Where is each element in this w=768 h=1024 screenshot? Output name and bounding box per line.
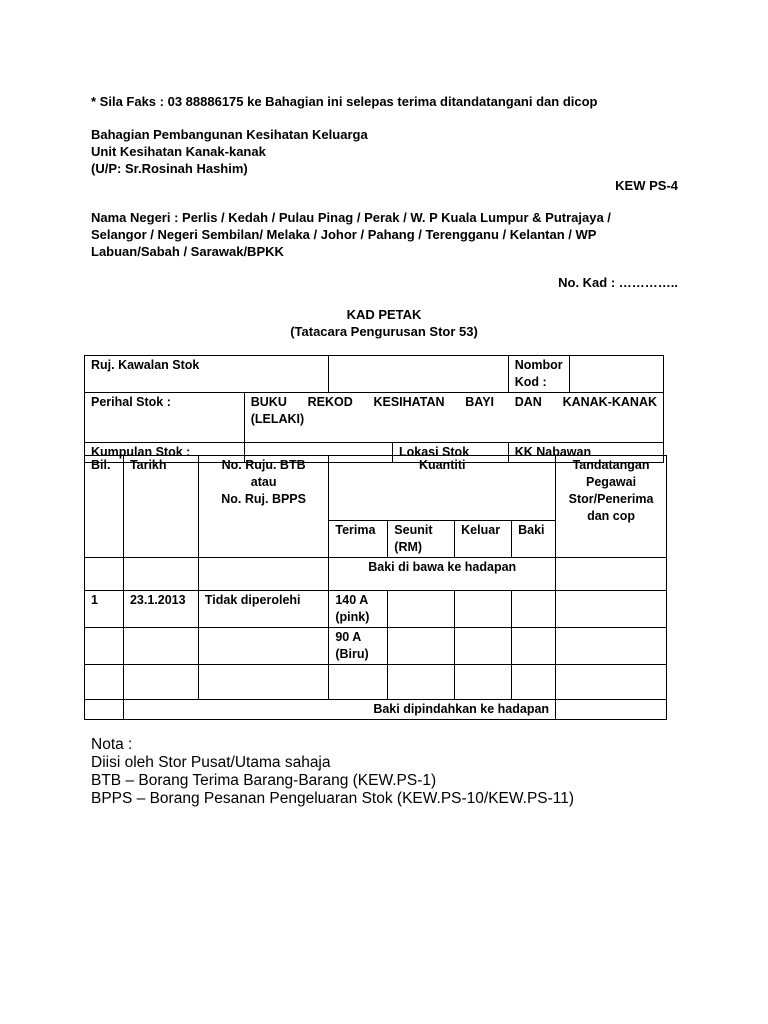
row1-noruj: Tidak diperolehi — [198, 591, 328, 628]
perihal-value — [244, 393, 663, 443]
header-tarikh: Tarikh — [123, 456, 198, 558]
cell-empty — [512, 665, 556, 700]
notes-line-3: BPPS – Borang Pesanan Pengeluaran Stok (KEW.PS-10/KEW.PS-11) — [91, 790, 575, 807]
cell-empty — [198, 558, 328, 591]
perihal-line-2: (LELAKI) — [250, 412, 305, 426]
perihal-line-1: BUKU REKOD KESIHATAN BAYI DAN KANAK-KANAK — [250, 395, 657, 409]
cell-empty — [556, 628, 667, 665]
cell-empty — [123, 665, 198, 700]
cell-empty — [85, 558, 124, 591]
document-subtitle: (Tatacara Pengurusan Stor 53) — [290, 324, 478, 339]
row2-terima: 90 A (Biru) — [329, 628, 388, 665]
cell-empty — [85, 628, 124, 665]
cell-empty — [123, 558, 198, 591]
stock-info-table — [84, 355, 664, 463]
cell-empty — [556, 558, 667, 591]
ruj-kawalan-label: Ruj. Kawalan Stok — [85, 356, 329, 393]
nombor-kod-value — [569, 356, 663, 393]
notes-line-1: Diisi oleh Stor Pusat/Utama sahaja — [91, 754, 331, 771]
state-list-line-3: Labuan/Sabah / Sarawak/BPKK — [91, 244, 284, 259]
cell-empty — [198, 665, 328, 700]
cell-empty — [85, 665, 124, 700]
cell-empty — [512, 591, 556, 628]
cell-empty — [556, 700, 667, 720]
state-list-line-1: Nama Negeri : Perlis / Kedah / Pulau Pinag / Perak / W. P Kuala Lumpur & Putrajaya / — [91, 210, 611, 225]
department-name: Bahagian Pembangunan Kesihatan Keluarga — [91, 127, 368, 142]
baki-dibawa-row: Baki di bawa ke hadapan — [329, 558, 556, 591]
header-terima: Terima — [329, 521, 388, 558]
header-bil: Bil. — [85, 456, 124, 558]
card-number: No. Kad : ………….. — [558, 275, 678, 290]
header-tandatangan: Tandatangan Pegawai Stor/Penerima dan cop — [556, 456, 667, 558]
header-kuantiti: Kuantiti — [329, 456, 556, 521]
cell-empty — [123, 628, 198, 665]
unit-name: Unit Kesihatan Kanak-kanak — [91, 144, 266, 159]
stock-card-table — [84, 455, 667, 720]
ruj-kawalan-value — [329, 356, 509, 393]
header-baki: Baki — [512, 521, 556, 558]
fax-instruction: * Sila Faks : 03 88886175 ke Bahagian ini selepas terima ditandatangani dan dicop — [91, 94, 598, 109]
form-code: KEW PS-4 — [615, 178, 678, 193]
cell-empty — [455, 665, 512, 700]
cell-empty — [85, 700, 124, 720]
cell-empty — [455, 591, 512, 628]
notes-line-2: BTB – Borang Terima Barang-Barang (KEW.PS-1) — [91, 772, 437, 789]
notes-title: Nota : — [91, 736, 133, 753]
document-title: KAD PETAK — [346, 307, 422, 322]
row1-terima: 140 A (pink) — [329, 591, 388, 628]
cell-empty — [198, 628, 328, 665]
row1-tarikh: 23.1.2013 — [123, 591, 198, 628]
state-list-line-2: Selangor / Negeri Sembilan/ Melaka / Johor / Pahang / Terengganu / Kelantan / WP — [91, 227, 597, 242]
header-no-rujukan: No. Ruju. BTB atau No. Ruj. BPPS — [198, 456, 328, 558]
lokasi-label: Lokasi Stok — [392, 443, 508, 463]
attention-line: (U/P: Sr.Rosinah Hashim) — [91, 161, 248, 176]
header-keluar: Keluar — [455, 521, 512, 558]
cell-empty — [455, 628, 512, 665]
baki-dipindahkan-row: Baki dipindahkan ke hadapan — [123, 700, 555, 720]
row1-bil: 1 — [85, 591, 124, 628]
cell-empty — [388, 591, 455, 628]
cell-empty — [556, 591, 667, 628]
cell-empty — [388, 628, 455, 665]
cell-empty — [512, 628, 556, 665]
header-seunit: Seunit (RM) — [388, 521, 455, 558]
cell-empty — [556, 665, 667, 700]
cell-empty — [329, 665, 388, 700]
perihal-label: Perihal Stok : — [85, 393, 245, 443]
kumpulan-label: Kumpulan Stok : — [85, 443, 245, 463]
lokasi-value: KK Nabawan — [508, 443, 663, 463]
cell-empty — [388, 665, 455, 700]
nombor-kod-label: Nombor Kod : — [508, 356, 569, 393]
